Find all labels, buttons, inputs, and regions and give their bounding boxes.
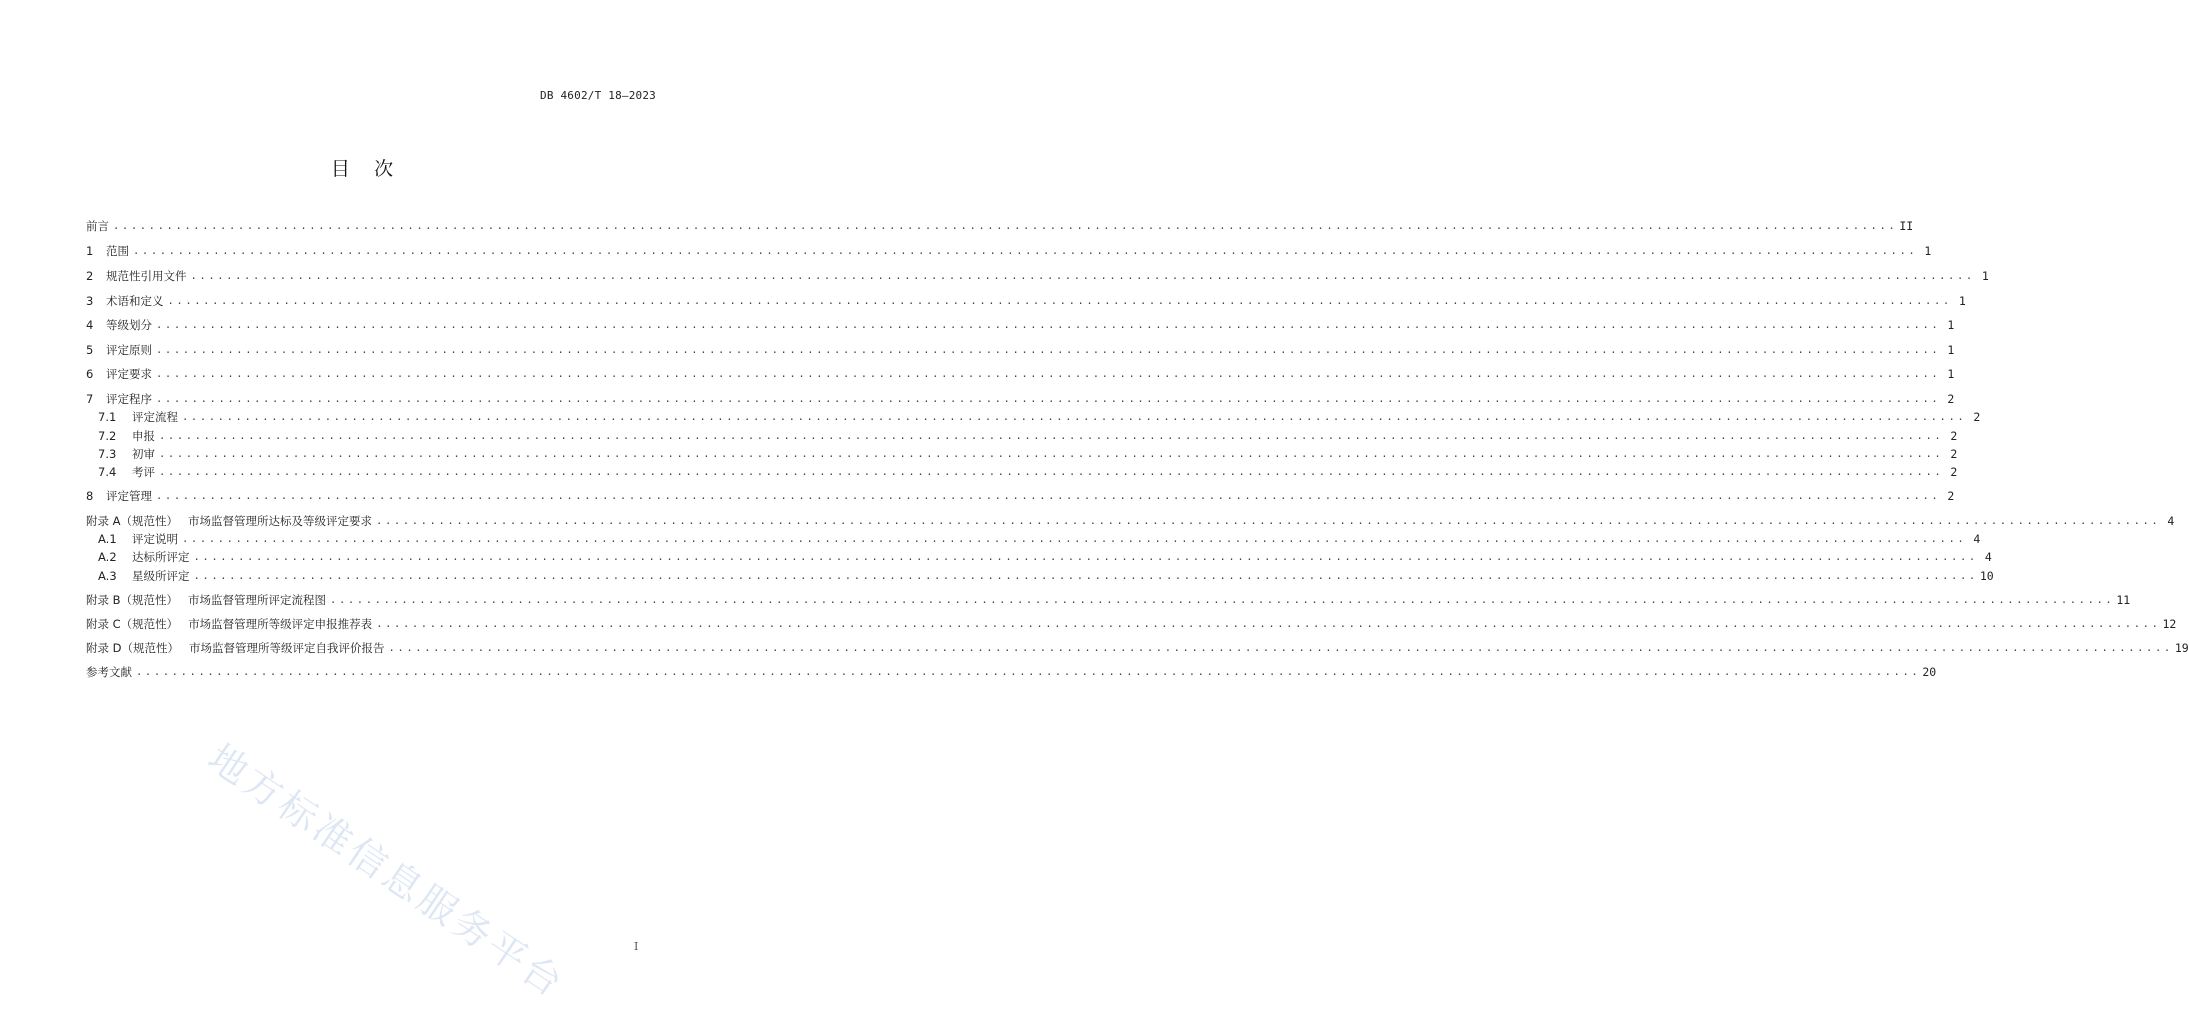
toc-entry-title: 初审 [132,447,155,461]
toc-entry-number: A.3 [98,569,117,583]
toc-entry-number: A.2 [98,550,117,564]
toc-entry-number: 7.4 [98,465,117,479]
toc-dot-leader: ........................................................................................................................................................................................................ [167,295,1952,307]
toc-entry[interactable] [86,488,1955,504]
toc-entry-page: 12 [2162,617,2177,631]
toc-entry-page: 2 [1947,489,1955,503]
toc-dot-leader: ........................................................................................................................................................................................................ [159,448,1944,460]
toc-entry[interactable] [86,243,1932,259]
toc-dot-leader: ........................................................................................................................................................................................................ [193,551,1978,563]
toc-entry-title: 市场监督管理所等级评定申报推荐表 [188,617,373,631]
toc-entry[interactable] [98,568,1994,584]
toc-dot-leader: ........................................................................................................................................................................................................ [190,270,1975,282]
toc-entry-page: 4 [2167,514,2175,528]
toc-entry[interactable] [86,513,2175,529]
toc-entry[interactable] [86,640,2189,656]
toc-entry-title: 评定要求 [106,367,152,381]
toc-entry[interactable] [86,592,2131,608]
toc-dot-leader: ........................................................................................................................................................................................................ [182,533,1967,545]
toc-dot-leader: ........................................................................................................................................................................................................ [159,430,1944,442]
toc-entry-title: 评定管理 [106,489,152,503]
toc-entry-number: 6 [86,367,94,381]
toc-dot-leader: ........................................................................................................................................................................................................ [156,319,1941,331]
toc-dot-leader: ........................................................................................................................................................................................................ [376,515,2161,527]
toc-entry-title: 市场监督管理所评定流程图 [188,593,327,607]
toc-entry[interactable] [98,464,1958,480]
toc-entry-title: 评定程序 [106,392,152,406]
toc-dot-leader: ........................................................................................................................................................................................................ [156,490,1941,502]
toc-entry[interactable] [86,664,1937,680]
toc-entry-title: 术语和定义 [106,294,164,308]
toc-entry[interactable] [98,446,1958,462]
toc-dot-leader: ........................................................................................................................................................................................................ [193,570,1978,582]
page-number: I [634,940,639,953]
toc-entry-title: 市场监督管理所等级评定自我评价报告 [189,641,385,655]
toc-entry-page: 2 [1950,447,1958,461]
toc-entry-page: 2 [1950,429,1958,443]
toc-entry-page: 20 [1922,665,1937,679]
toc-entry-page: 11 [2116,593,2131,607]
toc-entry-title: 市场监督管理所达标及等级评定要求 [188,514,373,528]
toc-entry[interactable] [86,342,1955,358]
toc-entry-title: 考评 [132,465,155,479]
toc-entry[interactable] [98,428,1958,444]
toc-entry[interactable] [98,409,1981,425]
toc-entry-number: 附录 B（规范性） [86,593,179,607]
toc-entry[interactable] [86,268,1989,284]
toc-entry[interactable] [86,366,1955,382]
toc-entry-number: A.1 [98,532,117,546]
toc-entry-title: 星级所评定 [132,569,190,583]
toc-entry-page: 2 [1950,465,1958,479]
toc-entry-page: 4 [1973,532,1981,546]
toc-entry-page: 1 [1924,244,1932,258]
toc-entry-number: 5 [86,343,94,357]
toc-dot-leader: ........................................................................................................................................................................................................ [156,393,1941,405]
toc-entry-number: 附录 D（规范性） [86,641,180,655]
toc-dot-leader: ........................................................................................................................................................................................................ [182,411,1967,423]
toc-entry-title: 等级划分 [106,318,152,332]
toc-entry-title: 申报 [132,429,155,443]
toc-entry-number: 附录 C（规范性） [86,617,179,631]
toc-entry-title: 评定原则 [106,343,152,357]
toc-dot-leader: ........................................................................................................................................................................................................ [159,466,1944,478]
toc-entry-page: II [1899,219,1914,233]
toc-dot-leader: ........................................................................................................................................................................................................ [376,618,2161,630]
toc-entry-number: 附录 A（规范性） [86,514,179,528]
toc-entry[interactable] [86,391,1955,407]
toc-dot-leader: ........................................................................................................................................................................................................ [330,594,2115,606]
toc-entry-title: 范围 [106,244,129,258]
toc-entry-page: 2 [1947,392,1955,406]
toc-entry[interactable] [86,616,2177,632]
toc-entry-number: 7.3 [98,447,117,461]
toc-entry-number: 2 [86,269,94,283]
toc-entry[interactable] [98,549,1992,565]
toc-entry-number: 7.1 [98,410,117,424]
toc-dot-leader: ........................................................................................................................................................................................................ [133,245,1918,257]
toc-entry[interactable] [86,317,1955,333]
toc-entry-page: 1 [1981,269,1989,283]
toc-entry-title: 前言 [86,219,109,233]
toc-entry[interactable] [98,531,1981,547]
toc-entry-page: 4 [1984,550,1992,564]
toc-entry-page: 2 [1973,410,1981,424]
toc-dot-leader: ........................................................................................................................................................................................................ [136,666,1921,678]
toc-entry-number: 1 [86,244,94,258]
toc-entry-title: 参考文献 [86,665,132,679]
page-title: 目 次 [330,158,394,180]
toc-entry-number: 7.2 [98,429,117,443]
toc-entry-title: 评定说明 [132,532,178,546]
toc-entry-number: 8 [86,489,94,503]
toc-dot-leader: ........................................................................................................................................................................................................ [388,642,2173,654]
toc-entry-page: 1 [1958,294,1966,308]
toc-entry-number: 7 [86,392,94,406]
toc-entry-page: 1 [1947,367,1955,381]
toc-entry-title: 评定流程 [132,410,178,424]
toc-dot-leader: ........................................................................................................................................................................................................ [113,220,1898,232]
toc-entry-title: 达标所评定 [132,550,190,564]
toc-entry[interactable] [86,293,1966,309]
toc-entry-page: 10 [1979,569,1994,583]
toc-entry-page: 19 [2174,641,2189,655]
document-code: DB 4602/T 18—2023 [540,89,656,102]
toc-entry-number: 3 [86,294,94,308]
toc-entry-page: 1 [1947,318,1955,332]
toc-dot-leader: ........................................................................................................................................................................................................ [156,344,1941,356]
toc-entry[interactable] [86,218,1914,234]
toc-dot-leader: ........................................................................................................................................................................................................ [156,368,1941,380]
watermark: 地方标准信息服务平台 [200,735,574,1007]
toc-entry-number: 4 [86,318,94,332]
toc-entry-page: 1 [1947,343,1955,357]
toc-entry-title: 规范性引用文件 [106,269,187,283]
